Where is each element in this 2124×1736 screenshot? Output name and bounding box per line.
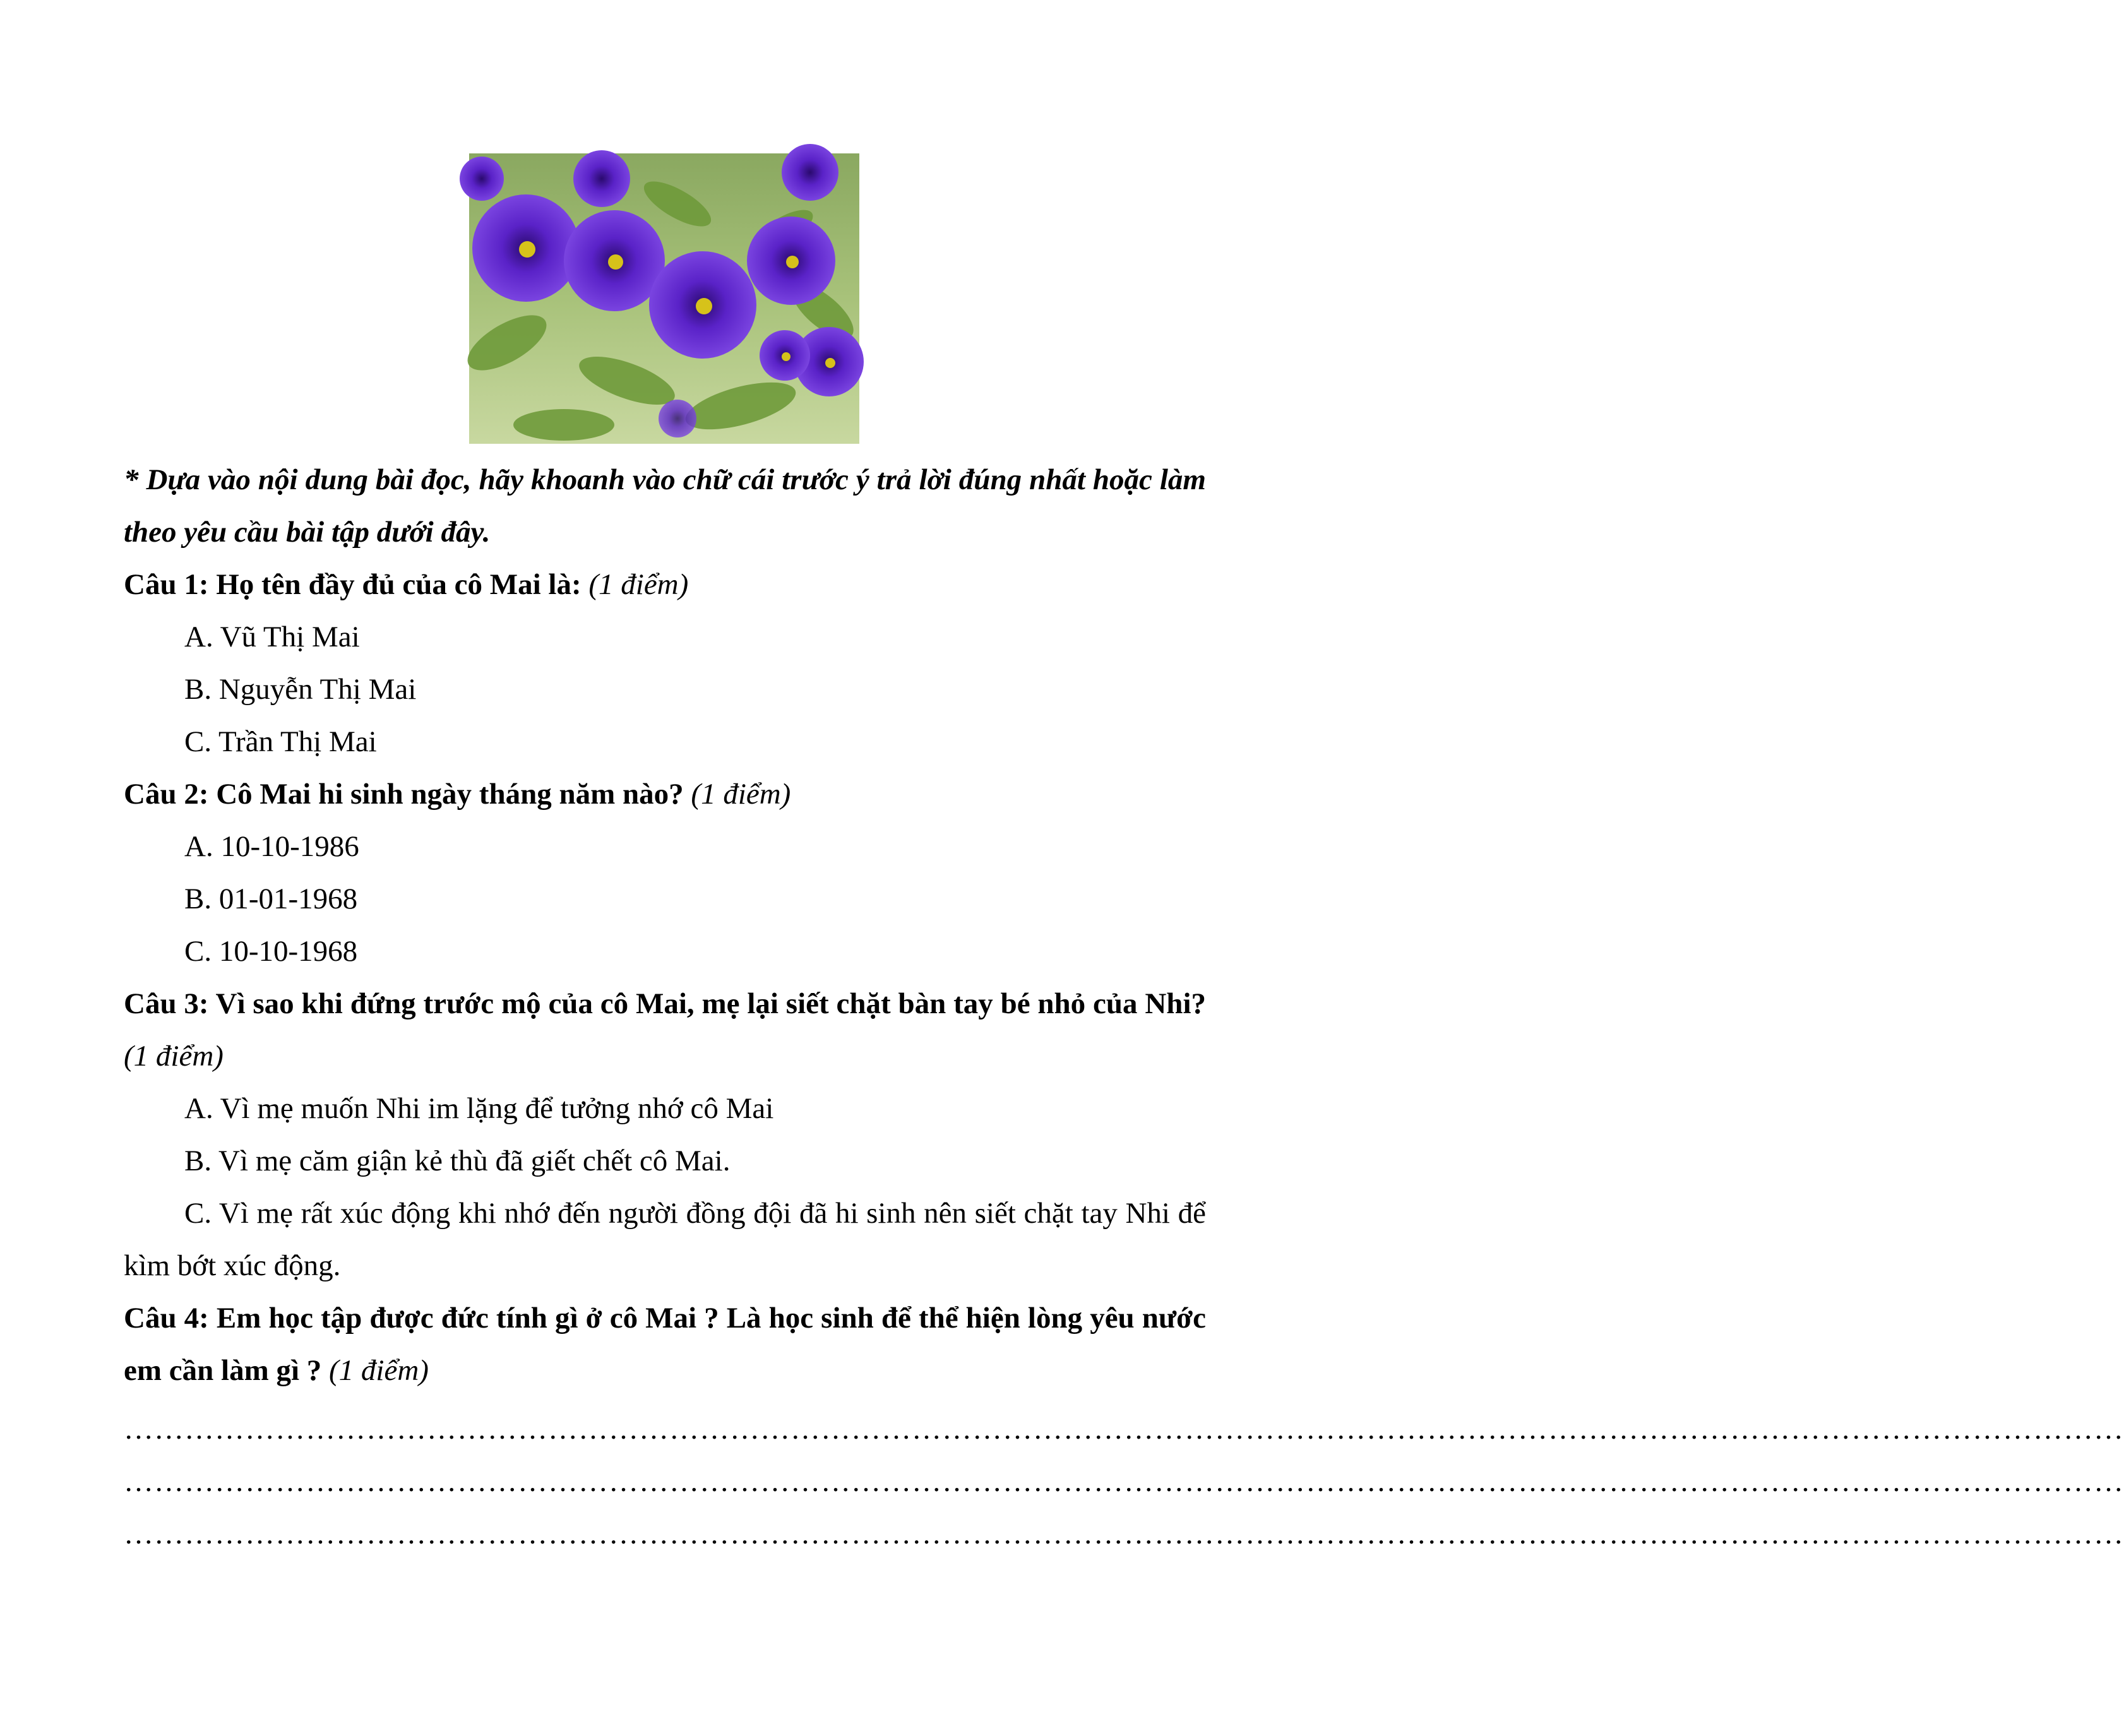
- question-label: Câu 2: Cô Mai hi sinh ngày tháng năm nào?: [124, 778, 684, 811]
- question-points: (1 điểm): [329, 1354, 429, 1387]
- question-points: (1 điểm): [691, 778, 791, 811]
- option-a: A. Vũ Thị Mai: [184, 621, 360, 653]
- question-points: (1 điểm): [588, 568, 689, 601]
- option-c: C. 10-10-1968: [184, 935, 358, 968]
- question-4: [124, 1292, 1206, 1397]
- option-c: C. Trần Thị Mai: [184, 725, 377, 758]
- question-points: (1 điểm): [124, 1040, 224, 1073]
- option-a: A. Vì mẹ muốn Nhi im lặng để tưởng nhớ cô Mai: [184, 1092, 774, 1125]
- question-label: Câu 4: Em học tập được đức tính gì ở cô Mai ? Là học sinh để thể hiện lòng yêu nước em cần làm gì ?: [124, 1302, 1206, 1387]
- purple-petunia-flowers-image: [469, 153, 859, 444]
- option-b: B. 01-01-1968: [184, 883, 358, 915]
- answer-line[interactable]: ………………………………………………………………………………………………………………………………………………………………………………: [124, 1518, 2124, 1550]
- question-label: Câu 1: Họ tên đầy đủ của cô Mai là:: [124, 568, 582, 601]
- answer-line[interactable]: ………………………………………………………………………………………………………………………………………………………………………………: [124, 1413, 2124, 1446]
- option-a: A. 10-10-1986: [184, 830, 359, 863]
- option-b: B. Nguyễn Thị Mai: [184, 673, 417, 706]
- answer-line[interactable]: ………………………………………………………………………………………………………………………………………………………………………………: [124, 1465, 2124, 1498]
- option-c: C. Vì mẹ rất xúc động khi nhớ đến người đồng đội đã hi sinh nên siết chặt tay Nhi để kìm bớt xúc động.: [124, 1197, 1206, 1282]
- option-b: B. Vì mẹ căm giận kẻ thù đã giết chết cô Mai.: [184, 1144, 731, 1177]
- instruction: * Dựa vào nội dung bài đọc, hãy khoanh vào chữ cái trước ý trả lời đúng nhất hoặc làm theo yêu cầu bài tập dưới đây.: [124, 463, 1206, 549]
- worksheet: [124, 454, 2124, 1561]
- question-3: [124, 978, 1206, 1083]
- question-1: [124, 559, 1206, 611]
- question-label: Câu 3: Vì sao khi đứng trước mộ của cô Mai, mẹ lại siết chặt bàn tay bé nhỏ của Nhi?: [124, 987, 1206, 1020]
- question-2: [124, 768, 1206, 821]
